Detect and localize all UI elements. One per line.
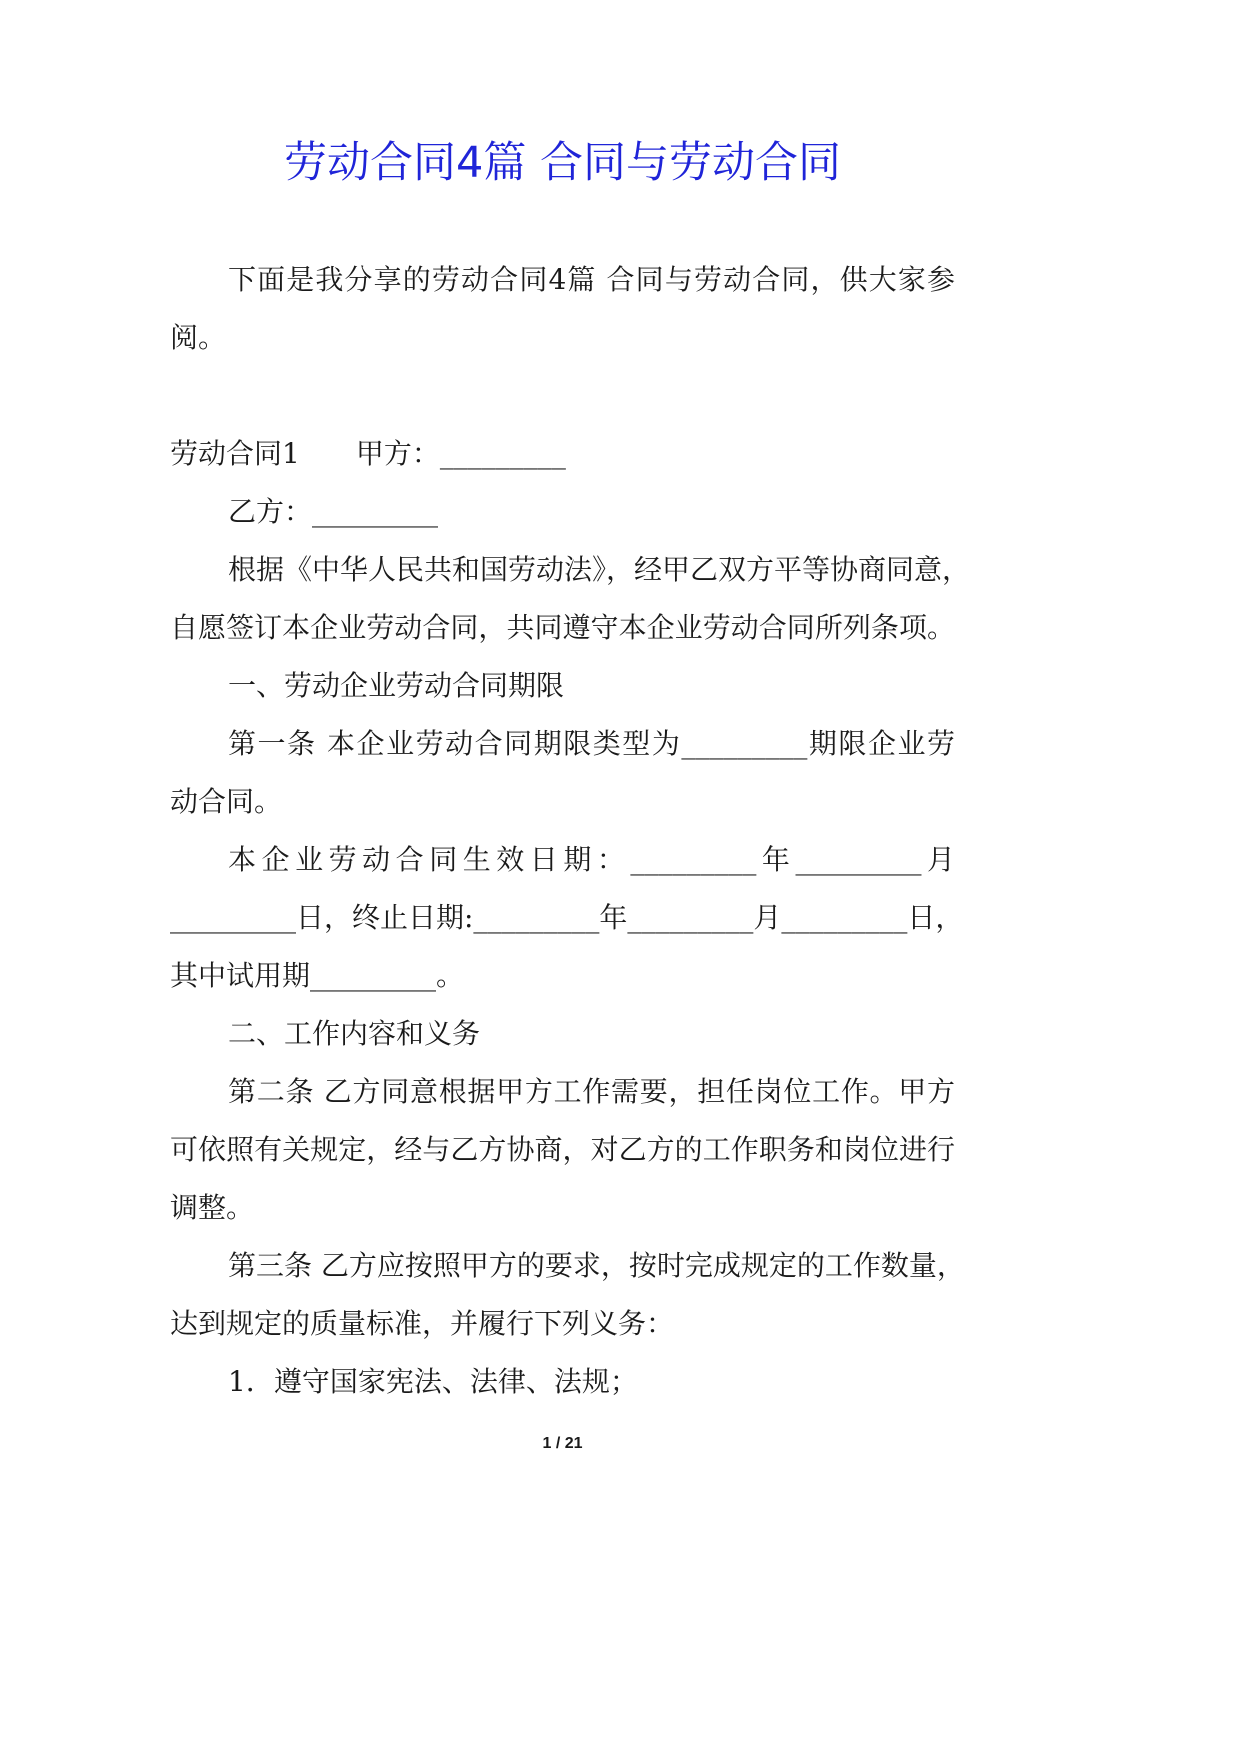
section-heading-duties: [170, 1005, 955, 1063]
text-line: 可依照有关规定，经与乙方协商，对乙方的工作职务和岗位进行: [170, 1133, 955, 1166]
text-line: 第二条 乙方同意根据甲方工作需要，担任岗位工作。甲方: [228, 1075, 955, 1108]
document-body: [170, 251, 971, 1411]
text-line: 本企业劳动合同生效日期：_________年_________月: [228, 843, 955, 876]
section-heading-term: [170, 657, 955, 715]
paragraph-party-b: [170, 483, 955, 541]
text-line: 二、工作内容和义务: [228, 1017, 481, 1050]
document-title: 劳动合同4篇 合同与劳动合同: [283, 138, 842, 188]
text-line: 第一条 本企业劳动合同期限类型为_________期限企业劳: [228, 727, 955, 760]
paragraph-article-1: [170, 715, 955, 831]
text-line: 下面是我分享的劳动合同4篇 合同与劳动合同，供大家参: [228, 263, 955, 296]
text-line: 1．遵守国家宪法、法律、法规；: [228, 1365, 638, 1398]
text-line: 调整。: [170, 1191, 255, 1224]
text-line: 乙方：_________: [228, 495, 439, 528]
paragraph-article-2: [170, 1063, 955, 1237]
text-line: 一、劳动企业劳动合同期限: [228, 669, 565, 702]
text-line: 自愿签订本企业劳动合同，共同遵守本企业劳动合同所列条项。: [170, 611, 955, 644]
text-line: 阅。: [170, 321, 227, 354]
text-line: 其中试用期_________。: [170, 959, 465, 992]
paragraph-intro: [170, 251, 955, 367]
list-item-duty-1: [170, 1353, 955, 1411]
text-line: 达到规定的质量标准，并履行下列义务：: [170, 1307, 675, 1340]
paragraph-preamble: [170, 541, 971, 657]
text-line: _________日，终止日期:_________年_________月_________日，: [170, 901, 964, 934]
paragraph-party-a: [170, 425, 955, 483]
paragraph-article-3: [170, 1237, 965, 1353]
text-line: 劳动合同1 甲方：_________: [170, 437, 566, 470]
text-line: 根据《中华人民共和国劳动法》，经甲乙双方平等协商同意，: [228, 553, 971, 586]
page-number: 1 / 21: [542, 1435, 583, 1452]
paragraph-effective-dates: [170, 831, 964, 1005]
blank-line: [170, 367, 955, 425]
text-line: 第三条 乙方应按照甲方的要求，按时完成规定的工作数量，: [228, 1249, 965, 1282]
text-line: 动合同。: [170, 785, 283, 818]
